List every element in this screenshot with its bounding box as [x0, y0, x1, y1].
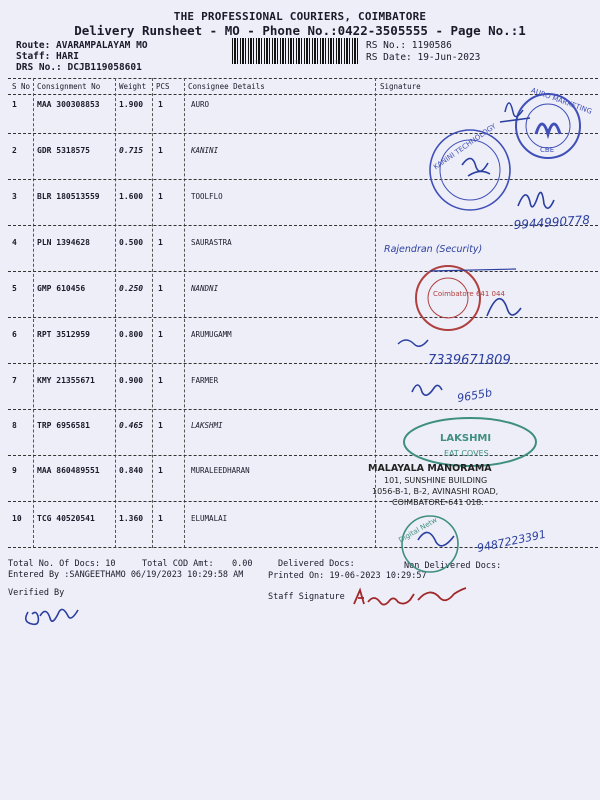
elumalai-phone: 9487223391	[475, 527, 548, 555]
rs-date: RS Date: 19-Jun-2023	[366, 52, 481, 63]
arumugam-signature	[398, 340, 428, 346]
row-consignment: TCG 40520541	[37, 514, 95, 523]
col-header-weight: Weight	[119, 82, 147, 91]
svg-text:Digital Netw: Digital Netw	[397, 515, 439, 545]
row-sno: 7	[12, 376, 17, 385]
row-weight: 0.500	[119, 238, 144, 247]
row-consignment: BLR 180513559	[37, 192, 100, 201]
row-sno: 5	[12, 284, 17, 293]
row-consignee: ARUMUGAMM	[191, 330, 232, 339]
svg-text:LAKSHMI: LAKSHMI	[440, 433, 492, 444]
delivered-docs: Delivered Docs:	[278, 559, 355, 569]
rs-number: RS No.: 1190586	[366, 40, 452, 51]
kanini-signature	[462, 158, 490, 176]
total-docs: Total No. Of Docs: 10	[8, 559, 116, 569]
total-cod-label: Total COD Amt:	[142, 559, 214, 569]
row-sno: 2	[12, 146, 17, 155]
printed-on: Printed On: 19-06-2023 10:29:57	[268, 571, 427, 581]
row-pcs: 1	[158, 514, 163, 523]
row-consignee: TOOLFLO	[191, 192, 223, 201]
saurastra-signature-text: Rajendran (Security)	[384, 244, 483, 255]
row-pcs: 1	[158, 284, 163, 293]
drs-number: DRS No.: DCJB119058601	[16, 62, 142, 73]
row-consignment: MAA 300308853	[37, 100, 100, 109]
row-consignment: MAA 860489551	[37, 466, 100, 475]
total-cod-value: 0.00	[232, 559, 253, 569]
row-sno: 3	[12, 192, 17, 201]
toolflo-phone: 9944990778	[513, 212, 591, 232]
route-label: Route: AVARAMPALAYAM MO	[16, 40, 148, 51]
row-consignment: PLN 1394628	[37, 238, 90, 247]
col-header-consignment: Consignment No	[37, 82, 101, 91]
row-consignment: GMP 610456	[37, 284, 86, 293]
arumugam-phone: 7339671809	[428, 353, 511, 368]
staff-signature-label: Staff Signature	[268, 592, 345, 602]
nandni-signature	[487, 299, 521, 316]
auro-signature	[500, 103, 530, 122]
staff-signature	[354, 588, 466, 605]
svg-text:MALAYALA MANORAMA: MALAYALA MANORAMA	[368, 463, 492, 474]
col-header-sno: S No	[12, 82, 31, 91]
row-pcs: 1	[158, 192, 163, 201]
row-consignee: KANINI	[191, 146, 219, 155]
col-header-pcs: PCS	[156, 82, 170, 91]
malayala-manorama-stamp	[368, 463, 498, 507]
row-consignee: NANDNI	[191, 284, 219, 293]
row-pcs: 1	[158, 100, 163, 109]
svg-text:COIMBATORE-641 018.: COIMBATORE-641 018.	[392, 498, 484, 507]
row-consignee: SAURASTRA	[191, 238, 232, 247]
svg-text:EAT COVES: EAT COVES	[444, 449, 489, 458]
svg-text:Coimbatore 641 044: Coimbatore 641 044	[433, 290, 505, 298]
auro-marketing-stamp	[516, 86, 593, 158]
digital-network-stamp	[397, 516, 458, 572]
row-sno: 1	[12, 100, 17, 109]
row-consignment: RPT 3512959	[37, 330, 90, 339]
row-pcs: 1	[158, 146, 163, 155]
row-pcs: 1	[158, 421, 163, 430]
runsheet-title: Delivery Runsheet - MO - Phone No.:0422-3505555 - Page No.:1	[74, 23, 526, 38]
svg-text:CBE: CBE	[540, 146, 555, 154]
col-header-consignee: Consignee Details	[188, 82, 265, 91]
row-weight: 0.800	[119, 330, 144, 339]
nandni-scribble	[430, 269, 516, 271]
row-weight: 0.250	[119, 284, 144, 293]
staff-label: Staff: HARI	[16, 51, 79, 62]
row-consignee: FARMER	[191, 376, 219, 385]
lakshmi-stamp	[404, 418, 536, 466]
row-weight: 1.900	[119, 100, 144, 109]
row-sno: 8	[12, 421, 17, 430]
row-weight: 1.600	[119, 192, 144, 201]
row-consignment: KMY 21355671	[37, 376, 95, 385]
toolflo-signature	[518, 192, 554, 208]
row-sno: 9	[12, 466, 17, 475]
col-header-signature: Signature	[380, 82, 421, 91]
row-weight: 0.465	[119, 421, 144, 430]
row-consignee: ELUMALAI	[191, 514, 228, 523]
farmer-signature	[412, 385, 442, 395]
non-delivered-docs: Non Delivered Docs:	[404, 561, 502, 571]
svg-text:KANINI TECHNOLOGY: KANINI TECHNOLOGY	[432, 122, 498, 172]
row-consignment: TRP 6956581	[37, 421, 90, 430]
entered-by: Entered By :SANGEETHAMO 06/19/2023 10:29:58 AM	[8, 570, 244, 580]
farmer-phone: 9655b	[456, 386, 493, 405]
svg-text:AURO MARKETING: AURO MARKETING	[529, 86, 593, 116]
company-name: THE PROFESSIONAL COURIERS, COIMBATORE	[173, 10, 427, 23]
verified-by-label: Verified By	[8, 588, 65, 598]
nandni-coimbatore-stamp	[416, 266, 505, 330]
svg-text:101, SUNSHINE BUILDING: 101, SUNSHINE BUILDING	[384, 476, 488, 485]
row-pcs: 1	[158, 376, 163, 385]
row-consignment: GDR 5318575	[37, 146, 90, 155]
row-pcs: 1	[158, 330, 163, 339]
row-weight: 1.360	[119, 514, 144, 523]
row-sno: 10	[12, 514, 22, 523]
row-consignee: AURO	[191, 100, 210, 109]
row-consignee: LAKSHMI	[191, 421, 223, 430]
row-sno: 4	[12, 238, 17, 247]
row-weight: 0.715	[119, 146, 144, 155]
verified-by-signature	[26, 609, 78, 624]
row-pcs: 1	[158, 466, 163, 475]
kanini-technology-stamp	[430, 122, 510, 210]
row-consignee: MURALEEDHARAN	[191, 466, 250, 475]
elumalai-signature	[418, 532, 454, 545]
row-weight: 0.900	[119, 376, 144, 385]
row-pcs: 1	[158, 238, 163, 247]
row-weight: 0.840	[119, 466, 144, 475]
row-sno: 6	[12, 330, 17, 339]
svg-text:1056-B-1, B-2, AVINASHI ROAD,: 1056-B-1, B-2, AVINASHI ROAD,	[372, 487, 499, 496]
